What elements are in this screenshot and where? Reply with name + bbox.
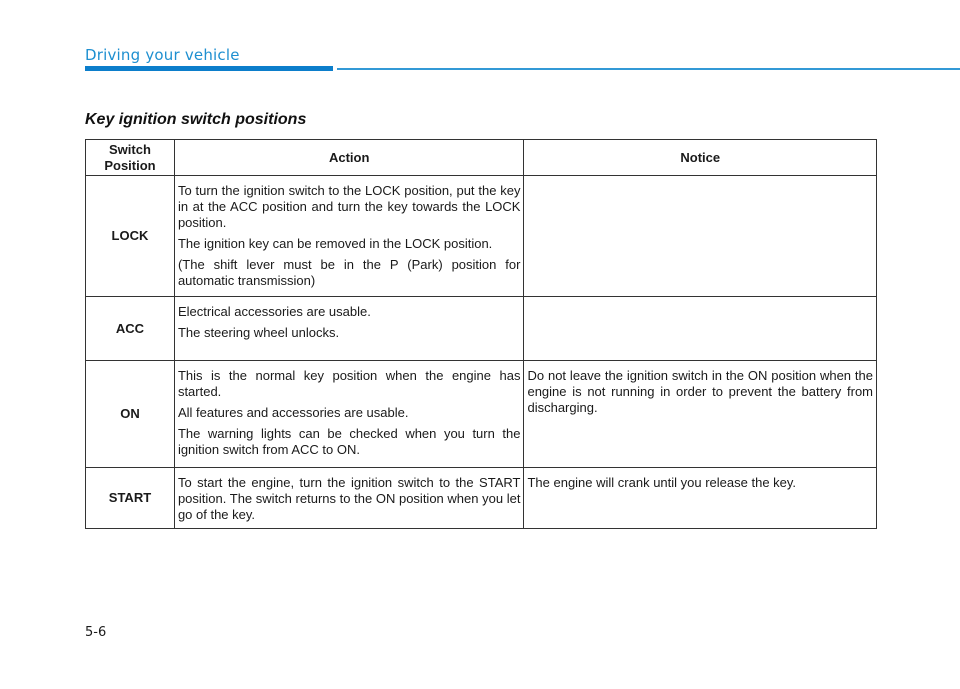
switch-position-cell: START xyxy=(86,468,175,529)
action-text: All features and accessories are usable. xyxy=(177,405,409,420)
notice-cell xyxy=(524,468,877,529)
table-header-row xyxy=(86,140,877,176)
action-text: (The shift lever must be in the P (Park) position for automatic transmission) xyxy=(177,257,521,288)
table-row-start xyxy=(86,468,877,529)
ignition-positions-table xyxy=(85,139,877,529)
action-cell xyxy=(174,468,524,529)
action-text: Electrical accessories are usable. xyxy=(177,304,371,319)
header-rule xyxy=(337,68,960,70)
column-header-switch-position xyxy=(86,140,175,176)
table-row-acc xyxy=(86,297,877,361)
switch-position-cell: ACC xyxy=(86,297,175,361)
action-text: The steering wheel unlocks. xyxy=(177,325,340,340)
notice-cell xyxy=(524,297,877,361)
action-text: The warning lights can be checked when you turn the ignition switch from ACC to ON. xyxy=(177,426,521,457)
section-title: Driving your vehicle xyxy=(85,46,240,64)
action-text: To turn the ignition switch to the LOCK position, put the key in at the ACC position and turn the key towards the LOCK position. xyxy=(177,183,521,230)
notice-text: The engine will crank until you release the key. xyxy=(527,475,797,490)
section-header xyxy=(85,46,960,76)
action-text: This is the normal key position when the engine has started. xyxy=(177,368,521,399)
notice-cell xyxy=(524,361,877,468)
column-header-action: Action xyxy=(174,140,524,176)
action-text: To start the engine, turn the ignition switch to the START position. The switch returns to the ON position when you let go of the key. xyxy=(177,475,521,522)
action-text: The ignition key can be removed in the LOCK position. xyxy=(177,236,493,251)
switch-position-cell: LOCK xyxy=(86,176,175,297)
table-row-lock xyxy=(86,176,877,297)
notice-cell xyxy=(524,176,877,297)
action-cell xyxy=(174,297,524,361)
action-cell xyxy=(174,176,524,297)
column-header-switch-line1: Switch xyxy=(109,141,151,157)
page-number: 5-6 xyxy=(85,625,107,640)
page-heading: Key ignition switch positions xyxy=(85,111,307,128)
action-cell xyxy=(174,361,524,468)
column-header-switch-line2: Position xyxy=(104,157,156,173)
switch-position-cell: ON xyxy=(86,361,175,468)
table-row-on xyxy=(86,361,877,468)
header-accent-bar xyxy=(85,66,333,71)
notice-text: Do not leave the ignition switch in the ON position when the engine is not running in order to prevent the battery from discharging. xyxy=(527,368,873,415)
column-header-notice: Notice xyxy=(524,140,877,176)
